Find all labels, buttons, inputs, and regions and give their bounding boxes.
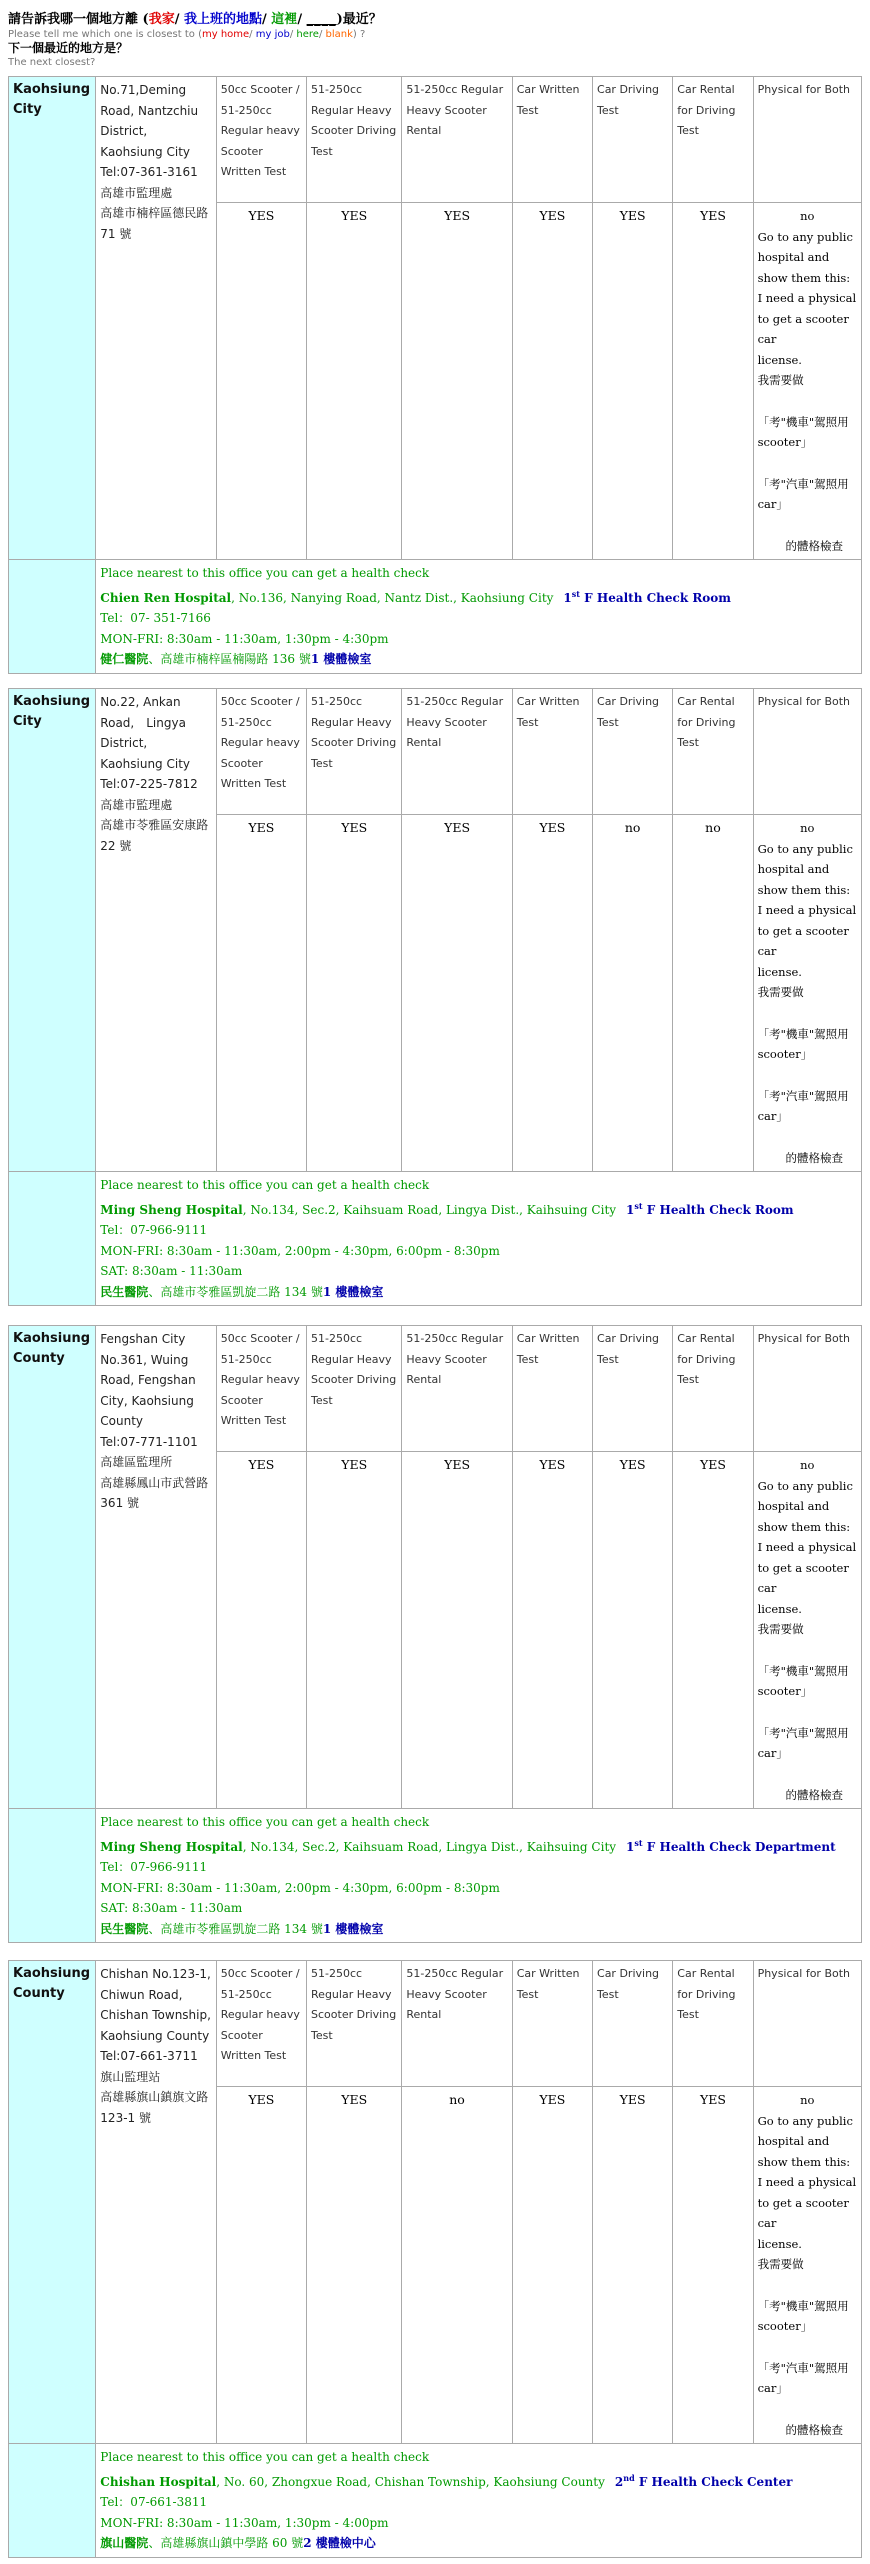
col-physical-header: Physical for Both xyxy=(753,689,861,815)
option-home-zh: 我家 xyxy=(148,12,175,27)
office-name-zh: 高雄區監理所 xyxy=(100,1455,173,1469)
spacer xyxy=(758,1003,857,1024)
office-address-en: Fengshan City No.361, Wuing Road, Fengshan City, Kaohsiung County xyxy=(100,1332,196,1428)
hospital-hours: MON-FRI: 8:30am - 11:30am, 1:30pm - 4:00pm xyxy=(100,2515,389,2530)
physical-note xyxy=(753,2087,861,2444)
office-address-cell xyxy=(96,1326,216,1809)
spacer xyxy=(758,515,857,536)
office-table xyxy=(8,1960,862,2558)
spacer xyxy=(758,2275,857,2296)
office-region: Kaohsiung County xyxy=(9,1961,96,2444)
next-closest-en: The next closest? xyxy=(8,57,96,68)
col-car-driving-header: Car Driving Test xyxy=(593,77,673,203)
hospital-zh-name: 健仁醫院 xyxy=(100,652,149,666)
spacer xyxy=(758,2337,857,2358)
page-header xyxy=(8,12,858,69)
hospital-hours: SAT: 8:30am - 11:30am xyxy=(100,1264,243,1278)
office-tel: Tel:07-771-1101 xyxy=(100,1434,198,1449)
hospital-name: Chishan Hospital xyxy=(100,2474,217,2489)
hospital-zh-address: 、高雄市楠梓區楠陽路 136 號 xyxy=(148,652,311,666)
col-car-written-value: YES xyxy=(512,2087,592,2444)
spacer xyxy=(758,453,857,474)
physical-note xyxy=(753,203,861,560)
option-here-zh: 這裡 xyxy=(271,12,298,27)
physical-line-1: Go to any public hospital and show them this: xyxy=(757,229,853,285)
region-spacer xyxy=(9,2444,96,2558)
spacer xyxy=(758,1764,857,1785)
question-zh: 請告訴我哪一個地方離 (我家/ 我上班的地點/ 這裡/ ____)最近？ xyxy=(8,12,382,27)
health-check-info xyxy=(96,560,862,674)
hospital-zh-room: 1 樓體檢室 xyxy=(310,652,372,666)
col-51-250-rental-header: 51-250cc Regular Heavy Scooter Rental xyxy=(402,77,512,203)
col-51-250-driving-header: 51-250cc Regular Heavy Scooter Driving Test xyxy=(307,689,402,815)
spacer xyxy=(758,1702,857,1723)
col-car-driving-header: Car Driving Test xyxy=(593,689,673,815)
hospital-hours: MON-FRI: 8:30am - 11:30am, 2:00pm - 4:30pm, 6:00pm - 8:30pm xyxy=(100,1880,500,1895)
office-tel: Tel:07-361-3161 xyxy=(100,165,198,179)
office-tel: Tel:07-225-7812 xyxy=(100,777,198,791)
hospital-zh-line xyxy=(100,2533,857,2554)
col-51-250-rental-value: YES xyxy=(402,1452,512,1809)
physical-zh-3: 「考"汽車"駕照用 car」 xyxy=(757,1725,849,1760)
option-here-en: here xyxy=(296,29,319,40)
col-50cc-written-value: YES xyxy=(216,2087,306,2444)
hospital-room: 1st F Health Check Room xyxy=(563,588,731,605)
col-car-driving-value: YES xyxy=(593,203,673,560)
physical-line-3: license. xyxy=(757,2236,802,2251)
office-header-row xyxy=(9,77,862,203)
col-car-rental-header: Car Rental for Driving Test xyxy=(673,1961,753,2087)
col-car-driving-header: Car Driving Test xyxy=(593,1326,673,1452)
col-51-250-rental-value: YES xyxy=(402,203,512,560)
physical-zh-3: 「考"汽車"駕照用 car」 xyxy=(757,476,849,511)
col-car-written-header: Car Written Test xyxy=(512,689,592,815)
col-50cc-written-header: 50cc Scooter / 51-250cc Regular heavy Scooter Written Test xyxy=(216,1961,306,2087)
col-51-250-rental-header: 51-250cc Regular Heavy Scooter Rental xyxy=(402,1326,512,1452)
office-address-en: No.71,Deming Road, Nantzchiu District, Kaohsiung City xyxy=(100,83,199,159)
col-car-rental-header: Car Rental for Driving Test xyxy=(673,77,753,203)
hospital-hours: MON-FRI: 8:30am - 11:30am, 1:30pm - 4:30pm xyxy=(100,631,389,646)
hospital-address: , No. 60, Zhongxue Road, Chishan Township, Kaohsiung County xyxy=(216,2474,605,2489)
physical-zh-4: 的體格檢查 xyxy=(785,2422,843,2437)
physical-line-2: I need a physical to get a scooter car xyxy=(757,1540,857,1595)
health-check-info xyxy=(96,1172,862,1306)
hospital-zh-address: 、高雄市苓雅區凱旋二路 134 號 xyxy=(148,1921,323,1936)
hospital-line xyxy=(100,1196,857,1221)
physical-zh-2: 「考"機車"駕照用 scooter」 xyxy=(757,1663,849,1698)
option-job-zh: 我上班的地點 xyxy=(184,12,263,27)
health-intro: Place nearest to this office you can get a health check xyxy=(100,1815,430,1829)
col-car-rental-value: YES xyxy=(673,2087,753,2444)
hospital-zh-line xyxy=(100,649,857,670)
col-50cc-written-header: 50cc Scooter / 51-250cc Regular heavy Scooter Written Test xyxy=(216,689,306,815)
col-51-250-driving-header: 51-250cc Regular Heavy Scooter Driving Test xyxy=(307,1326,402,1452)
office-header-row xyxy=(9,1961,862,2087)
hospital-room: 2nd F Health Check Center xyxy=(614,2472,793,2489)
col-50cc-written-value: YES xyxy=(216,815,306,1172)
region-spacer xyxy=(9,1172,96,1306)
col-car-driving-value: no xyxy=(593,815,673,1172)
col-50cc-written-header: 50cc Scooter / 51-250cc Regular heavy Scooter Written Test xyxy=(216,1326,306,1452)
hospital-tel: Tel：07-966-9111 xyxy=(100,1860,208,1874)
physical-line-2: I need a physical to get a scooter car xyxy=(757,291,857,346)
health-check-row xyxy=(9,560,862,674)
physical-line-2: I need a physical to get a scooter car xyxy=(757,903,857,958)
physical-zh-2: 「考"機車"駕照用 scooter」 xyxy=(757,1026,849,1061)
office-address-en: Chishan No.123-1, Chiwun Road, Chishan Township, Kaohsiung County xyxy=(100,1967,211,2043)
col-car-rental-header: Car Rental for Driving Test xyxy=(673,1326,753,1452)
physical-zh-3: 「考"汽車"駕照用 car」 xyxy=(757,2360,849,2395)
office-name-zh: 高雄市監理處 xyxy=(100,185,173,200)
col-car-written-value: YES xyxy=(512,203,592,560)
physical-zh-1: 我需要做 xyxy=(757,985,804,999)
next-closest-zh: 下一個最近的地方是？ xyxy=(8,41,129,55)
hospital-room: 1st F Health Check Department xyxy=(626,1837,836,1854)
hospital-zh-line xyxy=(100,1919,857,1940)
col-50cc-written-header: 50cc Scooter / 51-250cc Regular heavy Scooter Written Test xyxy=(216,77,306,203)
office-address-cell xyxy=(96,77,216,560)
question-en: Please tell me which one is closest to (my home/ my job/ here/ blank) ? xyxy=(8,29,366,40)
health-check-info xyxy=(96,1809,862,1943)
physical-line-3: license. xyxy=(757,352,802,367)
office-address-zh: 高雄縣鳳山市武營路 361 號 xyxy=(100,1475,209,1510)
office-region: Kaohsiung County xyxy=(9,1326,96,1809)
physical-zh-1: 我需要做 xyxy=(757,2257,804,2271)
col-physical-header: Physical for Both xyxy=(753,1326,861,1452)
col-51-250-rental-header: 51-250cc Regular Heavy Scooter Rental xyxy=(402,689,512,815)
physical-zh-4: 的體格檢查 xyxy=(785,1787,843,1802)
hospital-zh-name: 民生醫院 xyxy=(100,1921,149,1936)
col-car-rental-value: YES xyxy=(673,1452,753,1809)
office-table xyxy=(8,688,862,1306)
col-51-250-driving-header: 51-250cc Regular Heavy Scooter Driving Test xyxy=(307,1961,402,2087)
hospital-address: , No.134, Sec.2, Kaihsuam Road, Lingya Dist., Kaihsuing City xyxy=(242,1202,617,1217)
health-check-info xyxy=(96,2444,862,2558)
physical-zh-1: 我需要做 xyxy=(757,373,804,387)
hospital-zh-name: 民生醫院 xyxy=(100,1284,149,1299)
physical-zh-3: 「考"汽車"駕照用 car」 xyxy=(757,1088,849,1123)
health-intro: Place nearest to this office you can get a health check xyxy=(100,1178,430,1192)
spacer xyxy=(758,391,857,412)
office-region: Kaohsiung City xyxy=(9,689,96,1172)
option-job-en: my job xyxy=(255,29,290,40)
option-blank-en: blank xyxy=(325,29,353,40)
hospital-line xyxy=(100,584,857,609)
col-51-250-driving-value: YES xyxy=(307,203,402,560)
col-car-rental-value: no xyxy=(673,815,753,1172)
physical-no: no xyxy=(800,1458,815,1472)
health-check-row xyxy=(9,2444,862,2558)
col-51-250-driving-header: 51-250cc Regular Heavy Scooter Driving Test xyxy=(307,77,402,203)
physical-zh-2: 「考"機車"駕照用 scooter」 xyxy=(757,414,849,449)
col-car-driving-value: YES xyxy=(593,2087,673,2444)
health-intro: Place nearest to this office you can get a health check xyxy=(100,566,430,580)
hospital-tel: Tel：07-966-9111 xyxy=(100,1223,208,1237)
physical-zh-4: 的體格檢查 xyxy=(785,1150,843,1165)
health-check-row xyxy=(9,1172,862,1306)
col-car-driving-value: YES xyxy=(593,1452,673,1809)
physical-note xyxy=(753,1452,861,1809)
office-address-cell xyxy=(96,689,216,1172)
hospital-zh-room: 1 樓體檢室 xyxy=(322,1284,384,1299)
spacer xyxy=(758,1640,857,1661)
col-51-250-driving-value: YES xyxy=(307,1452,402,1809)
office-region: Kaohsiung City xyxy=(9,77,96,560)
physical-line-1: Go to any public hospital and show them this: xyxy=(757,2113,853,2169)
col-51-250-driving-value: YES xyxy=(307,815,402,1172)
spacer xyxy=(758,1065,857,1086)
hospital-tel: Tel：07- 351-7166 xyxy=(100,611,211,625)
physical-line-3: license. xyxy=(757,1601,802,1616)
col-50cc-written-value: YES xyxy=(216,203,306,560)
col-50cc-written-value: YES xyxy=(216,1452,306,1809)
office-header-row xyxy=(9,689,862,815)
physical-line-1: Go to any public hospital and show them this: xyxy=(757,1478,853,1534)
col-physical-header: Physical for Both xyxy=(753,1961,861,2087)
hospital-name: Chien Ren Hospital xyxy=(100,590,232,605)
physical-zh-4: 的體格檢查 xyxy=(785,538,843,553)
office-tel: Tel:07-661-3711 xyxy=(100,2049,198,2063)
option-home-en: my home xyxy=(201,29,250,40)
hospital-name: Ming Sheng Hospital xyxy=(100,1202,243,1217)
col-51-250-driving-value: YES xyxy=(307,2087,402,2444)
hospital-zh-name: 旗山醫院 xyxy=(100,2536,149,2550)
office-address-zh: 高雄縣旗山鎮旗文路 123-1 號 xyxy=(100,2090,209,2125)
physical-zh-2: 「考"機車"駕照用 scooter」 xyxy=(757,2298,849,2333)
physical-no: no xyxy=(800,821,815,835)
physical-note xyxy=(753,815,861,1172)
hospital-address: , No.136, Nanying Road, Nantz Dist., Kaohsiung City xyxy=(231,590,554,605)
col-car-written-value: YES xyxy=(512,815,592,1172)
office-name-zh: 旗山監理站 xyxy=(100,2069,161,2084)
option-blank-zh: ____ xyxy=(306,12,337,27)
col-car-driving-header: Car Driving Test xyxy=(593,1961,673,2087)
hospital-zh-address: 、高雄市苓雅區凱旋二路 134 號 xyxy=(148,1284,323,1299)
hospital-zh-room: 2 樓體檢中心 xyxy=(303,2536,376,2550)
hospital-address: , No.134, Sec.2, Kaihsuam Road, Lingya Dist., Kaihsuing City xyxy=(242,1839,617,1854)
office-header-row xyxy=(9,1326,862,1452)
spacer xyxy=(758,2399,857,2420)
office-address-cell xyxy=(96,1961,216,2444)
hospital-zh-line xyxy=(100,1282,857,1303)
physical-line-1: Go to any public hospital and show them this: xyxy=(757,841,853,897)
office-address-en: No.22, Ankan Road, Lingya District, Kaohsiung City xyxy=(100,695,191,771)
physical-no: no xyxy=(800,209,815,223)
hospital-room: 1st F Health Check Room xyxy=(626,1200,794,1217)
hospital-zh-address: 、高雄縣旗山鎮中學路 60 號 xyxy=(148,2536,304,2550)
office-name-zh: 高雄市監理處 xyxy=(100,797,173,812)
hospital-hours: SAT: 8:30am - 11:30am xyxy=(100,1901,243,1915)
physical-zh-1: 我需要做 xyxy=(757,1622,804,1636)
hospital-name: Ming Sheng Hospital xyxy=(100,1839,243,1854)
col-51-250-rental-value: no xyxy=(402,2087,512,2444)
office-table xyxy=(8,76,862,674)
office-address-zh: 高雄市楠梓區德民路 71 號 xyxy=(100,206,209,241)
col-car-written-header: Car Written Test xyxy=(512,1961,592,2087)
health-check-row xyxy=(9,1809,862,1943)
col-51-250-rental-value: YES xyxy=(402,815,512,1172)
hospital-hours: MON-FRI: 8:30am - 11:30am, 2:00pm - 4:30pm, 6:00pm - 8:30pm xyxy=(100,1243,500,1258)
col-car-written-value: YES xyxy=(512,1452,592,1809)
hospital-tel: Tel：07-661-3811 xyxy=(100,2495,208,2509)
physical-line-3: license. xyxy=(757,964,802,979)
hospital-zh-room: 1 樓體檢室 xyxy=(322,1921,384,1936)
health-intro: Place nearest to this office you can get a health check xyxy=(100,2450,430,2464)
physical-no: no xyxy=(800,2093,815,2107)
region-spacer xyxy=(9,1809,96,1943)
col-car-rental-header: Car Rental for Driving Test xyxy=(673,689,753,815)
spacer xyxy=(758,1127,857,1148)
region-spacer xyxy=(9,560,96,674)
office-table xyxy=(8,1325,862,1943)
office-address-zh: 高雄市苓雅區安康路 22 號 xyxy=(100,818,209,853)
hospital-line xyxy=(100,2468,857,2493)
col-car-rental-value: YES xyxy=(673,203,753,560)
col-car-written-header: Car Written Test xyxy=(512,77,592,203)
col-51-250-rental-header: 51-250cc Regular Heavy Scooter Rental xyxy=(402,1961,512,2087)
col-physical-header: Physical for Both xyxy=(753,77,861,203)
col-car-written-header: Car Written Test xyxy=(512,1326,592,1452)
hospital-line xyxy=(100,1833,857,1858)
physical-line-2: I need a physical to get a scooter car xyxy=(757,2175,857,2230)
